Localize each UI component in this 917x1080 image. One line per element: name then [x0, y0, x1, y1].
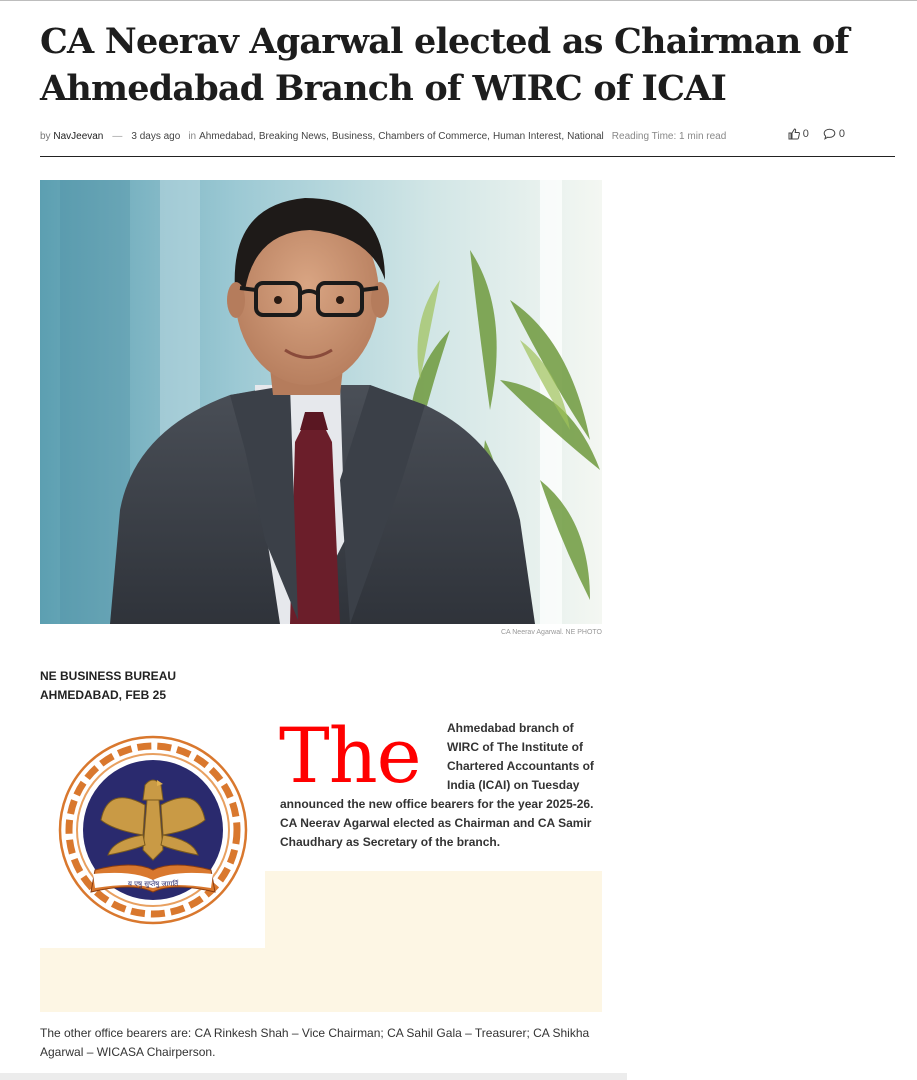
by-label: by: [40, 130, 51, 142]
post-date: 3 days ago: [131, 130, 181, 142]
category-link-chambers-of-commerce[interactable]: Chambers of Commerce: [378, 130, 488, 142]
ad-placeholder: [40, 948, 602, 1012]
ad-placeholder: [265, 871, 602, 948]
in-label: in: [188, 130, 197, 142]
comment-icon: [823, 128, 836, 140]
comment-count: 0: [838, 128, 845, 140]
reading-time: Reading Time: 1 min read: [611, 130, 727, 142]
paragraph-line: India (ICAI) on Tuesday: [447, 778, 580, 792]
post-meta: by NavJeevan — 3 days ago in Ahmedabad , Breaking News , Business , Chambers of Commerce , Human Interest , National Reading Time: 1 min read 0 0: [40, 128, 845, 142]
paragraph-line: Ahmedabad branch of: [447, 721, 574, 735]
engagement-counts: [788, 128, 845, 140]
logo-motto: य एषु सुप्तेषु जागर्ति: [127, 880, 179, 888]
category-link-breaking-news[interactable]: Breaking News: [258, 130, 327, 142]
like-button[interactable]: [788, 128, 809, 140]
category-link-human-interest[interactable]: Human Interest: [492, 130, 562, 142]
meta-divider: [40, 156, 895, 157]
paragraph-line: CA Neerav Agarwal elected as Chairman and CA Samir: [280, 816, 592, 830]
category-link-national[interactable]: National: [567, 130, 604, 142]
author-link[interactable]: NavJeevan: [53, 130, 104, 142]
category-link-business[interactable]: Business: [331, 130, 373, 142]
paragraph-line: announced the new office bearers for the year 2025-26.: [280, 797, 594, 811]
thumbs-up-icon: [788, 128, 800, 140]
paragraph-line: Chartered Accountants of: [447, 759, 594, 773]
top-border: [0, 0, 917, 1]
paragraph-line: Chaudhary as Secretary of the branch.: [280, 835, 501, 849]
meta-separator: —: [112, 130, 123, 142]
paragraph-line: WIRC of The Institute of: [447, 740, 583, 754]
article-paragraph-1: [280, 719, 602, 852]
dateline: [40, 667, 176, 705]
horizontal-scrollbar[interactable]: [0, 1073, 627, 1080]
article-title: CA Neerav Agarwal elected as Chairman of Ahmedabad Branch of WIRC of ICAI: [40, 21, 849, 109]
dropcap: The: [279, 711, 421, 800]
dateline-text: AHMEDABAD, FEB 25: [40, 688, 167, 702]
bureau-name: NE BUSINESS BUREAU: [40, 669, 177, 683]
featured-image: [40, 180, 602, 624]
article-paragraph-2: The other office bearers are: CA Rinkesh Shah – Vice Chairman; CA Sahil Gala – Treasurer; CA Shikha Agarwal – WICASA Chairperson.: [40, 1026, 590, 1059]
like-count: 0: [802, 128, 809, 140]
image-caption: CA Neerav Agarwal. NE PHOTO: [500, 629, 602, 636]
comment-button[interactable]: [823, 128, 845, 140]
category-link-ahmedabad[interactable]: Ahmedabad: [199, 130, 254, 142]
icai-logo: [40, 720, 265, 948]
